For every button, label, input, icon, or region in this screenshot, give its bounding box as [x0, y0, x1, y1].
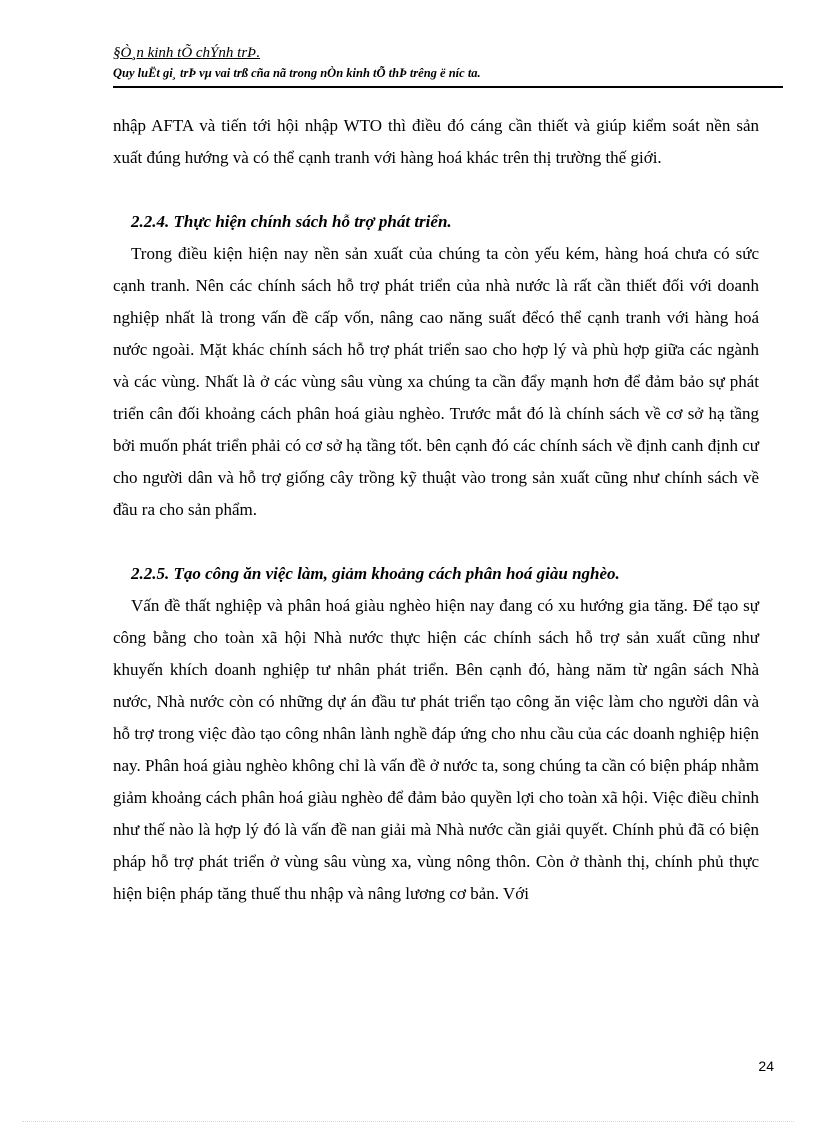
paragraph-continued: nhập AFTA và tiến tới hội nhập WTO thì điều đó cáng cần thiết và giúp kiểm soát nền sản xuất đúng hướng và có thể cạnh tranh với hàng hoá khác trên thị trường thế giới.	[113, 116, 759, 167]
section-heading-2-2-5: 2.2.5. Tạo công ăn việc làm, giảm khoảng cách phân hoá giàu nghèo.	[131, 564, 620, 583]
header-title: §Ò¸n kinh tÕ chÝnh trÞ.	[113, 45, 261, 61]
document-body	[113, 110, 759, 910]
page-number: 24	[758, 1058, 774, 1074]
section-spacer	[113, 174, 759, 206]
section-body-2-2-5: Vấn đề thất nghiệp và phân hoá giàu nghèo hiện nay đang có xu hướng gia tăng. Để tạo sự công bằng cho toàn xã hội Nhà nước thực hiện các chính sách hỗ trợ sản xuất cũng như khuyến khích doanh nghiệp tư nhân phát triển. Bên cạnh đó, hàng năm từ ngân sách Nhà nước, Nhà nước còn có những dự án đầu tư phát triển tạo công ăn việc làm cho người dân và hỗ trợ trong việc đào tạo công nhân lành nghề đáp ứng cho nhu cầu của các doanh nghiệp hiện nay. Phân hoá giàu nghèo không chỉ là vấn đề ở nước ta, song chúng ta cần có biện pháp nhằm giảm khoảng cách phân hoá giàu nghèo để đảm bảo quyền lợi cho toàn xã hội. Việc điều chỉnh như thế nào là hợp lý đó là vấn đề nan giải mà Nhà nước cần giải quyết. Chính phủ đã có biện pháp hỗ trợ phát triển ở vùng sâu vùng xa, vùng nông thôn. Còn ở thành thị, chính phủ thực hiện biện pháp tăng thuế thu nhập và nâng lương cơ bản. Với	[113, 596, 759, 903]
page-header	[113, 44, 783, 81]
page-bottom-edge	[22, 1121, 794, 1122]
section-body-2-2-4: Trong điều kiện hiện nay nền sản xuất của chúng ta còn yếu kém, hàng hoá chưa có sức cạnh tranh. Nên các chính sách hỗ trợ phát triển của nhà nước là rất cần thiết đối với doanh nghiệp nhất là trong vấn đề cấp vốn, nâng cao năng suất đểcó thể cạnh tranh với hàng hoá nước ngoài. Mặt khác chính sách hỗ trợ phát triển sao cho hợp lý và phù hợp giữa các ngành và các vùng. Nhất là ở các vùng sâu vùng xa chúng ta cần đẩy mạnh hơn để đảm bảo sự phát triển cân đối khoảng cách phân hoá giàu nghèo. Trước mắt đó là chính sách về cơ sở hạ tầng bởi muốn phát triển phải có cơ sở hạ tầng tốt. bên cạnh đó các chính sách về định canh định cư cho người dân và hỗ trợ giống cây trồng kỹ thuật vào trong sản xuất cũng như chính sách về đầu ra cho sản phẩm.	[113, 244, 759, 519]
header-divider	[113, 86, 783, 88]
section-heading-2-2-4: 2.2.4. Thực hiện chính sách hỗ trợ phát triển.	[131, 212, 452, 231]
section-spacer	[113, 526, 759, 558]
header-subtitle: Quy luËt gi¸ trÞ vµ vai trß cña nã trong nÒn kinh tÕ thÞ trêng ë níc ta.	[113, 66, 481, 80]
